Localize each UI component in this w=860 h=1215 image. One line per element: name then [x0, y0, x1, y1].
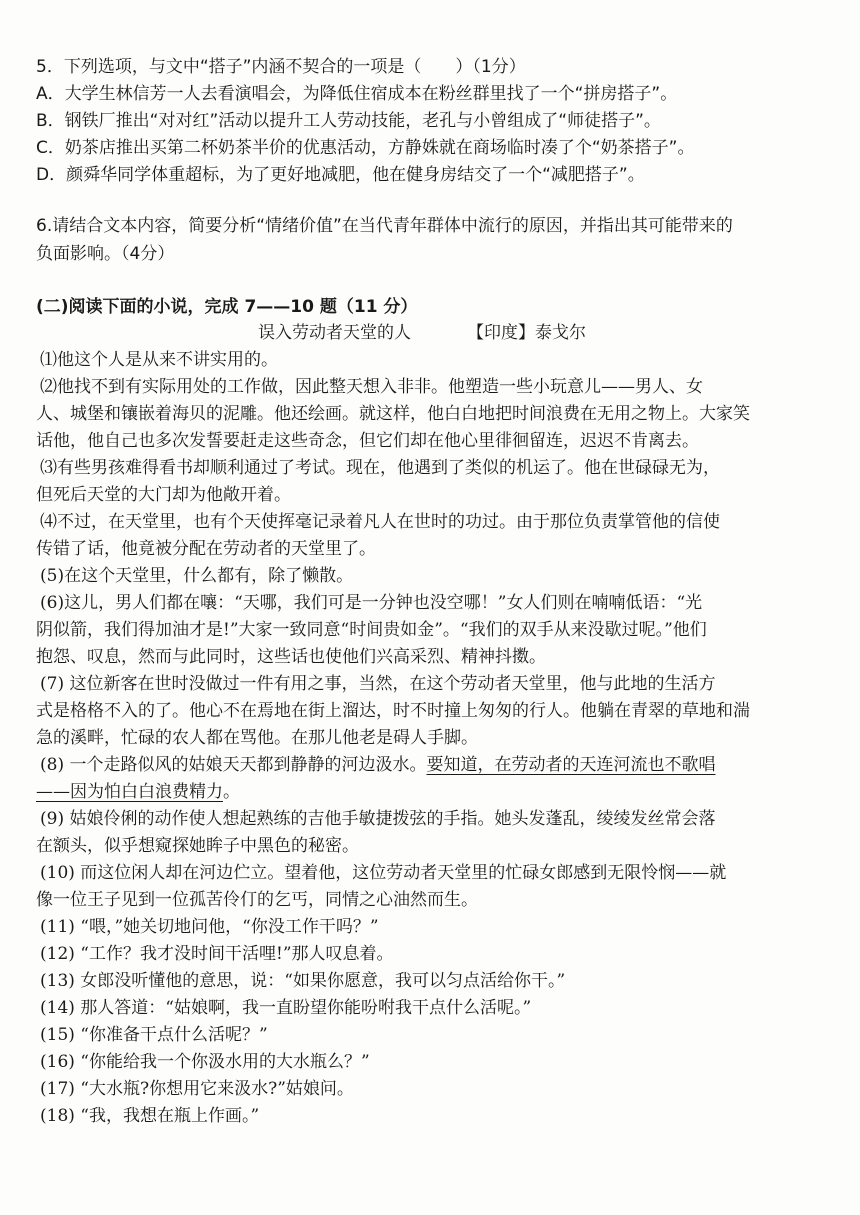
question-6-line-2: 负面影响。（4分） — [36, 244, 175, 264]
story-line: ⑶有些男孩难得看书却顺利通过了考试。现在，他遇到了类似的机运了。他在世碌碌无为， — [40, 458, 720, 478]
story-line: (7) 这位新客在世时没做过一件有用之事，当然，在这个劳动者天堂里，他与此地的生活方 — [40, 674, 716, 694]
story-line: 阴似箭，我们得加油才是!”大家一致同意“时间贵如金”。“我们的双手从来没歇过呢。”他们 — [36, 620, 707, 640]
section-heading: (二)阅读下面的小说，完成 7——10 题（11 分） — [36, 297, 418, 317]
story-line: 传错了话，他竟被分配在劳动者的天堂里了。 — [36, 539, 376, 559]
story-line: (11) “喂，”她关切地问他，“你没工作干吗？” — [40, 917, 379, 937]
story-line: 式是格格不入的了。他心不在焉地在街上溜达，时不时撞上匆匆的行人。他躺在青翠的草地和湍 — [36, 701, 750, 721]
question-5-option-b: B．钢铁厂推出“对对红”活动以提升工人劳动技能，老孔与小曾组成了“师徒搭子”。 — [36, 111, 661, 131]
question-6-line-1: 6.请结合文本内容，简要分析“情绪价值”在当代青年群体中流行的原因，并指出其可能带来的 — [36, 216, 733, 236]
underlined-sentence: 要知道，在劳动者的天连河流也不歌唱 — [426, 755, 716, 775]
story-line: (6)这儿，男人们都在嚷：“天哪，我们可是一分钟也没空哪！”女人们则在喃喃低语：“光 — [40, 593, 703, 613]
story-line: (13) 女郎没听懂他的意思，说：“如果你愿意，我可以匀点活给你干。” — [40, 971, 566, 991]
story-line: (15) “你准备干点什么活呢？” — [40, 1025, 268, 1045]
story-title: 误入劳动者天堂的人 — [258, 323, 411, 343]
story-line: 抱怨、叹息，然而与此同时，这些话也使他们兴高采烈、精神抖擞。 — [36, 647, 546, 667]
story-line: 话他，他自己也多次发誓要赶走这些奇念，但它们却在他心里徘徊留连，迟迟不肯离去。 — [36, 431, 699, 451]
story-title-row — [258, 322, 586, 344]
question-5-option-a: A．大学生林信芳一人去看演唱会，为降低住宿成本在粉丝群里找了一个“拼房搭子”。 — [36, 84, 678, 104]
story-line: (18) “我，我想在瓶上作画。” — [40, 1106, 260, 1126]
story-paragraph-8-line-1 — [40, 754, 830, 776]
story-line: 在额头，似乎想窥探她眸子中黑色的秘密。 — [36, 836, 359, 856]
story-line: (5)在这个天堂里，什么都有，除了懒散。 — [40, 566, 354, 586]
story-author: 【印度】泰戈尔 — [467, 323, 586, 343]
story-line: ⑵他找不到有实际用处的工作做，因此整天想入非非。他塑造一些小玩意儿——男人、女 — [40, 377, 703, 397]
story-line: (14) 那人答道：“姑娘啊，我一直盼望你能吩咐我干点什么活呢。” — [40, 998, 532, 1018]
question-5-option-c: C．奶茶店推出买第二杯奶茶半价的优惠活动，方静姝就在商场临时凑了个“奶茶搭子”。 — [36, 138, 695, 158]
story-line: (12) “工作？我才没时间干活哩!”那人叹息着。 — [40, 944, 394, 964]
story-line: (17) “大水瓶?你想用它来汲水?”姑娘问。 — [40, 1079, 354, 1099]
story-line: 急的溪畔，忙碌的农人都在骂他。在那儿他老是碍人手脚。 — [36, 728, 478, 748]
story-line: 人、城堡和镶嵌着海贝的泥雕。他还绘画。就这样，他白白地把时间浪费在无用之物上。大家笑 — [36, 404, 750, 424]
story-line: (16) “你能给我一个你汲水用的大水瓶么？” — [40, 1052, 370, 1072]
story-line: ⑷不过，在天堂里，也有个天使挥毫记录着凡人在世时的功过。由于那位负责掌管他的信使 — [40, 512, 720, 532]
story-text: 。 — [223, 782, 240, 802]
story-line: (9) 姑娘伶俐的动作使人想起熟练的吉他手敏捷拨弦的手指。她头发蓬乱，绫绫发丝常会落 — [40, 809, 716, 829]
story-line: ⑴他这个人是从来不讲实用的。 — [40, 350, 278, 370]
story-line: (10) 而这位闲人却在河边伫立。望着他，这位劳动者天堂里的忙碌女郎感到无限怜悯——就 — [40, 863, 727, 883]
question-5-stem: 5．下列选项，与文中“搭子”内涵不契合的一项是（ ）（1分） — [36, 57, 526, 77]
question-5-option-d: D．颜舜华同学体重超标，为了更好地减肥，他在健身房结交了一个“减肥搭子”。 — [36, 165, 645, 185]
story-text: (8) 一个走路似风的姑娘天天都到静静的河边汲水。 — [40, 755, 427, 775]
story-line: 但死后天堂的大门却为他敞开着。 — [36, 485, 291, 505]
story-paragraph-8-line-2 — [36, 781, 826, 803]
story-line: 像一位王子见到一位孤苦伶仃的乞丐，同情之心油然而生。 — [36, 890, 478, 910]
underlined-sentence: ——因为怕白白浪费精力 — [36, 782, 223, 802]
